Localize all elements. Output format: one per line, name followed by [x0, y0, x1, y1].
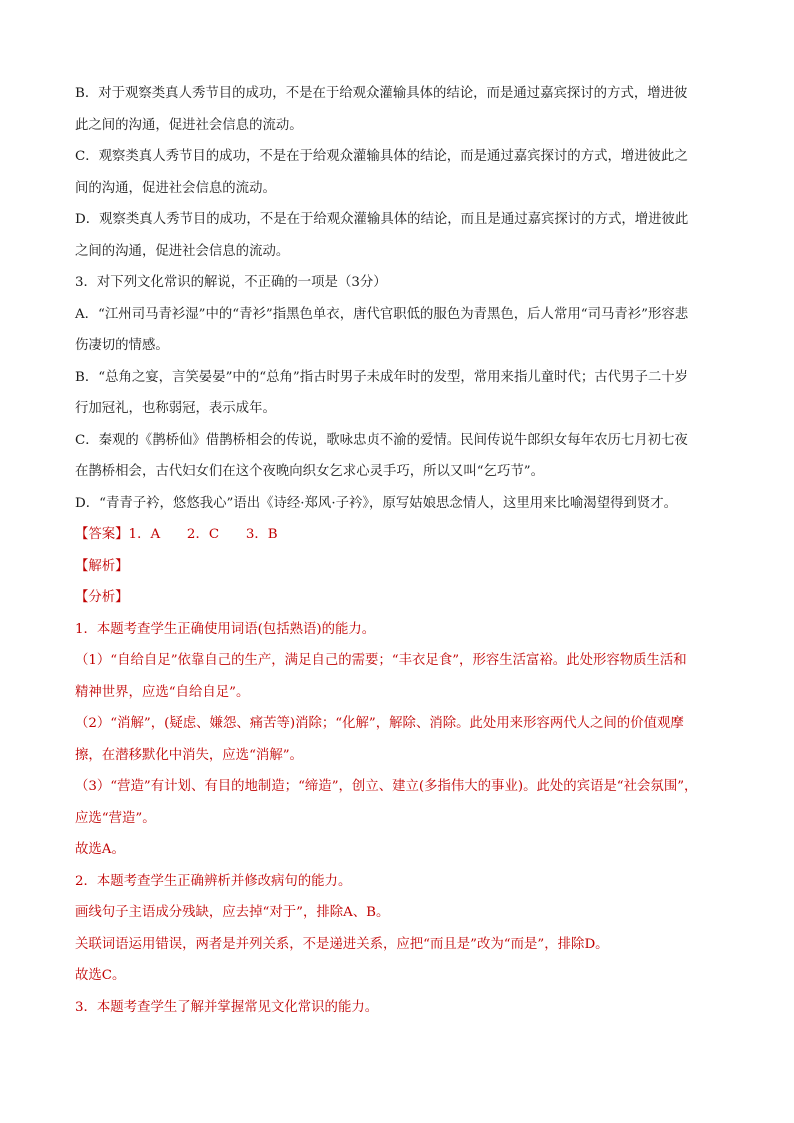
analysis-2-line-1: 画线句子主语成分残缺，应去掉“对于”，排除A、B。	[75, 905, 390, 920]
q3-option-b-line-1: B．“总角之宴，言笑晏晏”中的“总角”指古时男子未成年时的发型，常用来指儿童时代；古代男子二十岁	[75, 369, 689, 385]
analysis-1-title: 1．本题考查学生正确使用词语(包括熟语)的能力。	[75, 621, 376, 637]
q3-option-c-line-1: C．秦观的《鹊桥仙》借鹊桥相会的传说，歌咏忠贞不渝的爱情。民间传说牛郎织女每年农历七月初七夜	[75, 432, 688, 448]
answer-line: 【答案】1．A 2．C 3．B	[75, 527, 278, 542]
q3-option-a-line-1: A．“江州司马青衫湿”中的“青衫”指黑色单衣，唐代官职低的服色为青黑色，后人常用“司马青衫”形容悲	[75, 306, 689, 322]
fenxi-heading: 【分析】	[75, 590, 129, 605]
option-c-line-2: 间的沟通，促进社会信息的流动。	[75, 180, 276, 196]
document-body	[75, 78, 725, 1023]
analysis-1-conclusion: 故选A。	[75, 842, 125, 857]
option-d-line-1: D．观察类真人秀节目的成功，不是在于给观众灌输具体的结论，而且是通过嘉宾探讨的方式，增进彼此	[75, 212, 689, 227]
analysis-1-item-3-line-1: （3）“营造”有计划、有目的地制造；“缔造”，创立、建立(多指伟大的事业)。此处的宾语是“社会氛围”，	[75, 779, 698, 794]
analysis-heading: 【解析】	[75, 558, 129, 574]
analysis-1-item-3-line-2: 应选“营造”。	[75, 810, 156, 826]
q3-option-b-line-2: 行加冠礼，也称弱冠，表示成年。	[75, 401, 276, 416]
analysis-1-item-2-line-2: 擦，在潜移默化中消失，应选“消解”。	[75, 747, 303, 763]
option-b-line-2: 此之间的沟通，促进社会信息的流动。	[75, 117, 303, 133]
analysis-3-title: 3．本题考查学生了解并掌握常见文化常识的能力。	[75, 999, 379, 1015]
option-d-line-2: 之间的沟通，促进社会信息的流动。	[75, 243, 290, 259]
analysis-1-item-1-line-2: 精神世界，应选“自给自足”。	[75, 684, 250, 700]
option-b-line-1: B．对于观察类真人秀节目的成功，不是在于给观众灌输具体的结论，而是通过嘉宾探讨的方式，增进彼	[75, 86, 688, 101]
q3-option-a-line-2: 伤凄切的情感。	[75, 338, 169, 353]
analysis-2-line-2: 关联词语运用错误，两者是并列关系，不是递进关系，应把“而且是”改为“而是”，排除D。	[75, 936, 609, 952]
analysis-2-conclusion: 故选C。	[75, 968, 126, 983]
q3-option-c-line-2: 在鹊桥相会，古代妇女们在这个夜晚向织女乞求心灵手巧，所以又叫“乞巧节”。	[75, 464, 544, 479]
analysis-2-title: 2．本题考查学生正确辨析并修改病句的能力。	[75, 873, 352, 889]
q3-option-d-line-1: D．“青青子衿，悠悠我心”语出《诗经·郑风·子衿》，原写姑娘思念情人，这里用来比喻渴望得到贤才。	[75, 495, 678, 511]
option-c-line-1: C．观察类真人秀节目的成功，不是在于给观众灌输具体的结论，而是通过嘉宾探讨的方式，增进彼此之	[75, 149, 688, 164]
analysis-1-item-2-line-1: （2）“消解”，(疑虑、嫌怨、痛苦等)消除；“化解”，解除、消除。此处用来形容两代人之间的价值观摩	[75, 716, 684, 731]
question-3: 3．对下列文化常识的解说，不正确的一项是（3分）	[75, 275, 387, 290]
analysis-1-item-1-line-1: （1）“自给自足”依靠自己的生产，满足自己的需要；“丰衣足食”，形容生活富裕。此处形容物质生活和	[75, 653, 687, 668]
